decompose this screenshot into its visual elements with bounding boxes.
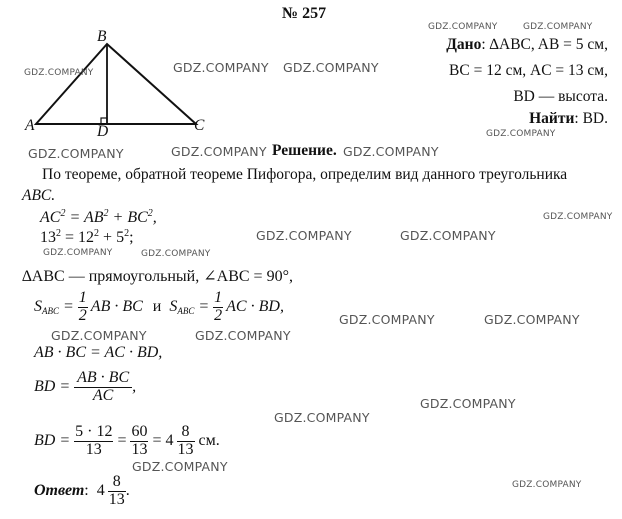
calc-fraction-1: $\frac{5 \cdot 12}{13}$	[75, 423, 113, 458]
given-line-3: BD — высота.	[513, 88, 608, 105]
eq1-pow-1: 2	[60, 208, 66, 219]
eq1-eq: =	[65, 209, 84, 226]
eq1-pow-3: 2	[147, 208, 153, 219]
watermark: GDZ.COMPANY	[486, 129, 556, 139]
area-product-2: AC · BD	[226, 298, 280, 316]
given-line-2: BC = 12 см, AC = 13 см,	[449, 62, 608, 79]
watermark: GDZ.COMPANY	[400, 228, 496, 243]
area-formulas	[34, 290, 284, 325]
watermark: GDZ.COMPANY	[171, 144, 267, 159]
bd-formula	[34, 370, 136, 405]
bd-lhs: BD =	[34, 378, 75, 396]
area-eq-1: =	[59, 298, 78, 316]
watermark: GDZ.COMPANY	[512, 480, 582, 490]
area-half-1: $\frac{1}{2}$	[78, 289, 87, 324]
eq2-a: 13	[40, 229, 56, 246]
eq2-c: 5	[116, 229, 125, 246]
watermark: GDZ.COMPANY	[43, 248, 113, 258]
given-label: Дано	[446, 36, 482, 53]
find-label: Найти	[529, 110, 575, 127]
triangle-abc	[36, 44, 196, 124]
right-triangle-statement: ∆ABC — прямоугольный, ∠ABC = 90°,	[22, 268, 293, 285]
answer-fraction: $\frac{8}{13}$	[108, 473, 125, 508]
eq1-pow-2: 2	[103, 208, 109, 219]
answer-label: Ответ	[34, 482, 85, 500]
watermark: GDZ.COMPANY	[28, 146, 124, 161]
equation-pythagoras	[40, 209, 157, 227]
watermark: GDZ.COMPANY	[141, 249, 211, 259]
eq2-pow-3: 2	[124, 228, 130, 239]
eq1-plus: +	[108, 209, 128, 226]
vertex-label-c: C	[194, 117, 205, 134]
vertex-label-b: B	[97, 28, 107, 45]
area-product-1: AB · BC	[90, 298, 143, 316]
calc-fraction-2: $\frac{60}{13}$	[131, 423, 148, 458]
triangle-figure	[20, 26, 240, 138]
area-eq-2: =	[194, 298, 214, 316]
answer-colon: :	[84, 482, 89, 500]
eq1-tail: ,	[152, 209, 157, 226]
eq2-eq: =	[61, 229, 79, 246]
solution-heading: Решение.	[272, 142, 337, 159]
watermark: GDZ.COMPANY	[51, 328, 147, 343]
watermark: GDZ.COMPANY	[256, 228, 352, 243]
watermark: GDZ.COMPANY	[339, 312, 435, 327]
eq2-plus: +	[99, 229, 117, 246]
eq2-pow-2: 2	[94, 228, 100, 239]
eq1-ab: AB	[83, 209, 104, 226]
bd-calculation	[34, 424, 220, 459]
answer-whole: 4	[96, 482, 105, 500]
find-line	[529, 110, 608, 128]
watermark: GDZ.COMPANY	[274, 410, 370, 425]
vertex-label-d: D	[97, 123, 109, 140]
watermark: GDZ.COMPANY	[195, 328, 291, 343]
equation-numeric	[40, 229, 134, 247]
watermark: GDZ.COMPANY	[484, 312, 580, 327]
solution-intro: По теореме, обратной теореме Пифогора, определим вид данного треугольника	[42, 166, 568, 183]
find-text: : BD.	[574, 110, 608, 127]
bd-fraction: $\frac{AB \cdot BC}{AC}$	[74, 370, 132, 405]
answer-line	[34, 474, 130, 509]
watermark: GDZ.COMPANY	[343, 144, 439, 159]
eq1-ac: AC	[40, 209, 61, 226]
area-half-2: $\frac{1}{2}$	[214, 289, 223, 324]
watermark: GDZ.COMPANY	[24, 68, 94, 78]
eq2-b: 12	[78, 229, 95, 246]
answer-tail: .	[125, 482, 130, 500]
watermark: GDZ.COMPANY	[173, 60, 269, 75]
calc-fraction-3: $\frac{8}{13}$	[177, 423, 194, 458]
calc-unit: см.	[194, 432, 220, 450]
watermark: GDZ.COMPANY	[523, 22, 593, 32]
given-text-1: : ∆ABC, AB = 5 см,	[481, 36, 608, 53]
area-and: и	[152, 298, 162, 316]
given-line-1	[446, 36, 608, 54]
watermark: GDZ.COMPANY	[283, 60, 379, 75]
watermark: GDZ.COMPANY	[428, 22, 498, 32]
area-s1: $S_{ABC}$	[34, 298, 59, 317]
area-tail: ,	[279, 298, 284, 316]
calc-eq-2: = 4	[148, 432, 174, 450]
vertex-label-a: A	[25, 117, 35, 134]
product-equality: AB · BC = AC · BD,	[34, 344, 163, 361]
eq2-tail: ;	[129, 229, 134, 246]
eq2-pow-1: 2	[56, 228, 61, 239]
area-s2: $S_{ABC}$	[169, 298, 195, 317]
watermark: GDZ.COMPANY	[420, 396, 516, 411]
bd-tail: ,	[132, 378, 137, 396]
eq1-bc: BC	[127, 209, 148, 226]
watermark: GDZ.COMPANY	[543, 212, 613, 222]
watermark: GDZ.COMPANY	[132, 459, 228, 474]
problem-number: № 257	[282, 5, 327, 22]
solution-intro-end: ABC.	[22, 187, 56, 204]
calc-lhs: BD =	[34, 432, 75, 450]
calc-eq-1: =	[113, 432, 131, 450]
